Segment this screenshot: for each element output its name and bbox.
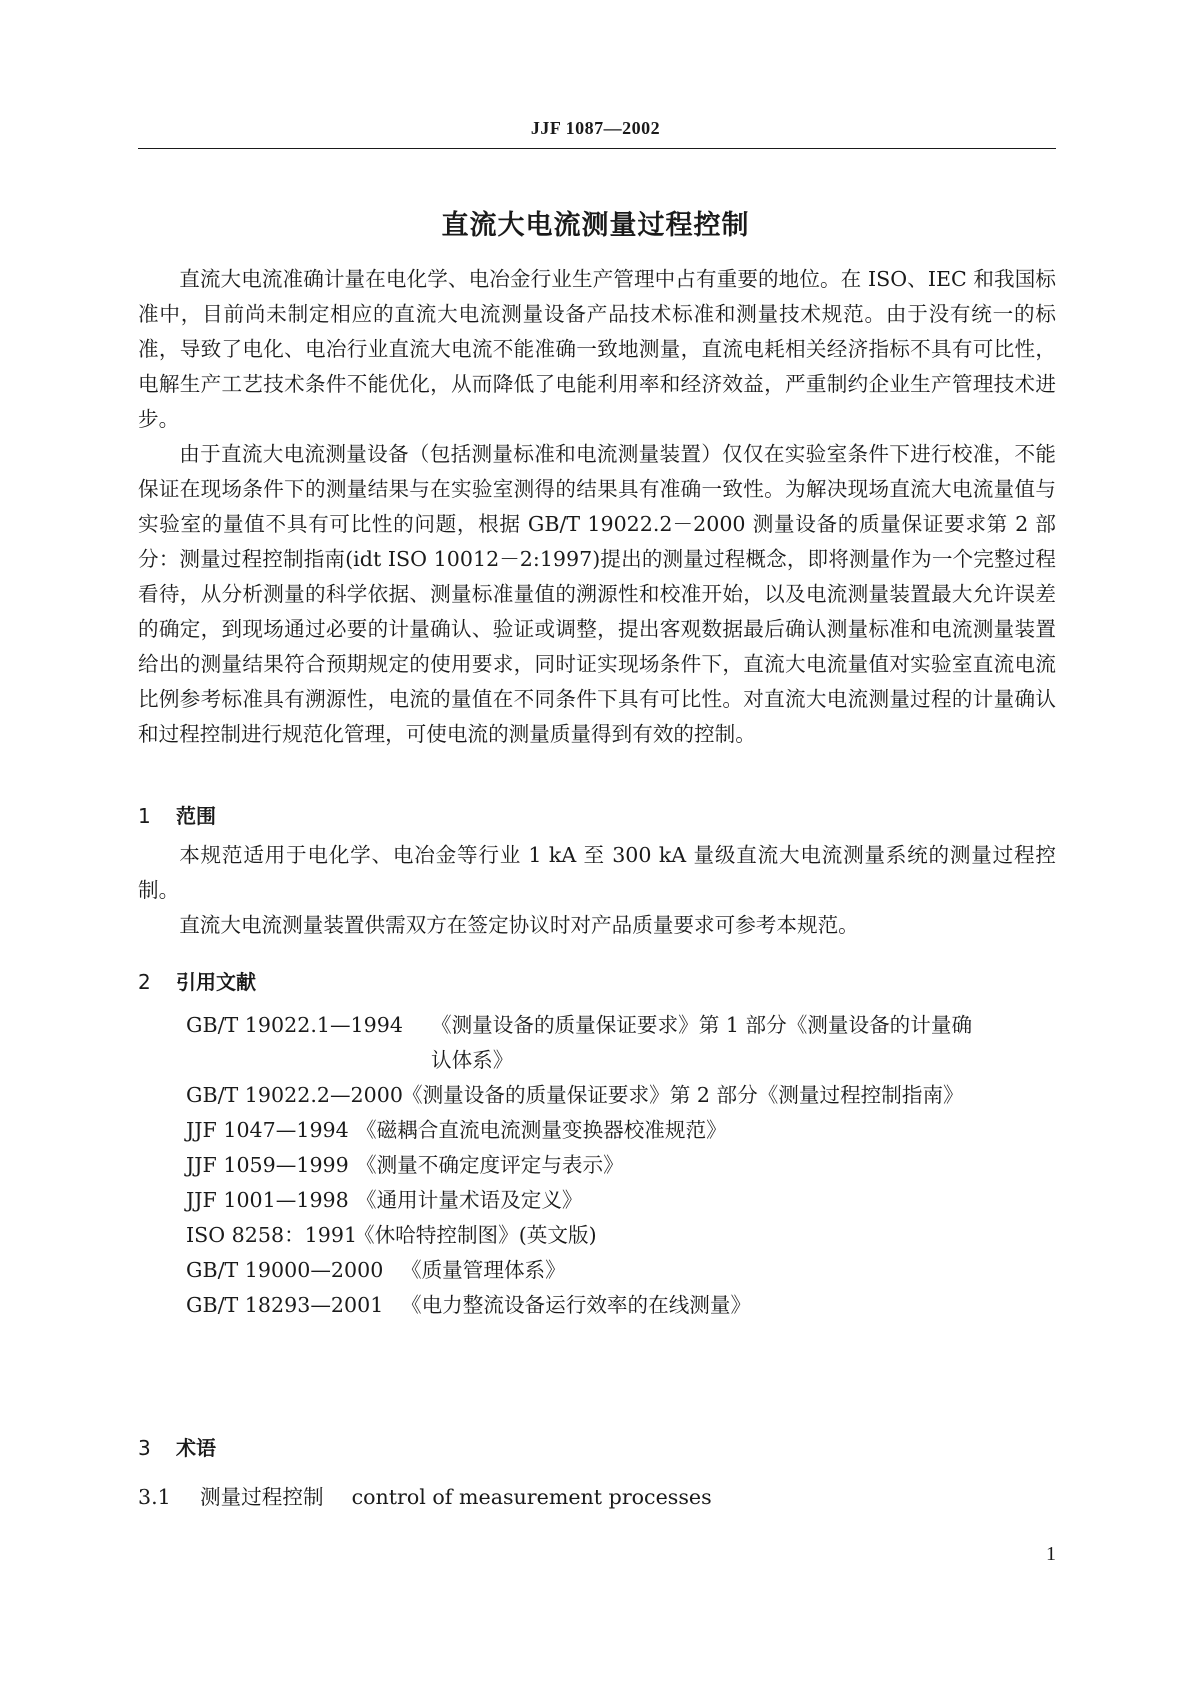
section-number: 2 (138, 970, 151, 994)
reference-item (186, 1183, 1056, 1218)
reference-item (186, 1288, 1056, 1323)
section-number: 3 (138, 1436, 151, 1460)
reference-title: 《质量管理体系》 (401, 1258, 566, 1282)
intro-paragraph: 直流大电流准确计量在电化学、电冶金行业生产管理中占有重要的地位。在 ISO、IEC 和我国标准中，目前尚未制定相应的直流大电流测量设备产品技术标准和测量技术规范。由于没有统一的标准，导致了电化、电冶行业直流大电流不能准确一致地测量，直流电耗相关经济指标不具有可比性，电解生产工艺技术条件不能优化，从而降低了电能利用率和经济效益，严重制约企业生产管理技术进步。 (138, 267, 1056, 431)
section-heading-terms (138, 1432, 216, 1461)
intro-section (138, 262, 1056, 752)
reference-item (186, 1253, 1056, 1288)
reference-title: 《测量不确定度评定与表示》 (356, 1153, 624, 1177)
section-title: 范围 (176, 804, 216, 828)
reference-item (186, 1078, 1056, 1113)
reference-title: 《测量设备的质量保证要求》第 2 部分《测量过程控制指南》 (402, 1083, 964, 1107)
section-heading-references (138, 966, 256, 995)
reference-code: GB/T 18293—2001 (186, 1293, 384, 1317)
reference-code: JJF 1047—1994 (186, 1118, 349, 1142)
document-code: JJF 1087—2002 (530, 118, 661, 138)
reference-list (186, 1008, 1056, 1323)
reference-title-continuation: 认体系》 (431, 1048, 514, 1072)
page-number: 1 (1046, 1543, 1056, 1565)
term-name-cn: 测量过程控制 (200, 1485, 324, 1509)
intro-paragraph: 由于直流大电流测量设备（包括测量标准和电流测量装置）仅仅在实验室条件下进行校准，不能保证在现场条件下的测量结果与在实验室测得的结果具有准确一致性。为解决现场直流大电流量值与实验室的量值不具有可比性的问题，根据 GB/T 19022.2－2000 测量设备的质量保证要求第 2 部分：测量过程控制指南(idt ISO 10012－2:1997)提出的测量过程概念，即将测量作为一个完整过程看待，从分析测量的科学依据、测量标准量值的溯源性和校准开始，以及电流测量装置最大允许误差的确定，到现场通过必要的计量确认、验证或调整，提出客观数据最后确认测量标准和电流测量装置给出的测量结果符合预期规定的使用要求，同时证实现场条件下，直流大电流量值对实验室直流电流比例参考标准具有溯源性，电流的量值在不同条件下具有可比性。对直流大电流测量过程的计量确认和过程控制进行规范化管理，可使电流的测量质量得到有效的控制。 (138, 442, 1056, 746)
reference-code: GB/T 19022.1—1994 (186, 1013, 403, 1037)
scope-section (138, 838, 1056, 943)
reference-title: 《测量设备的质量保证要求》第 1 部分《测量设备的计量确 (431, 1013, 973, 1037)
reference-item-continuation (186, 1043, 1056, 1078)
reference-item (186, 1218, 1056, 1253)
reference-title: 《电力整流设备运行效率的在线测量》 (401, 1293, 752, 1317)
reference-title: 《磁耦合直流电流测量变换器校准规范》 (356, 1118, 727, 1142)
scope-paragraph: 本规范适用于电化学、电冶金等行业 1 kA 至 300 kA 量级直流大电流测量系统的测量过程控制。 (138, 843, 1056, 902)
reference-code: JJF 1059—1999 (186, 1153, 349, 1177)
reference-code: GB/T 19022.2—2000 (186, 1083, 403, 1107)
reference-item (186, 1113, 1056, 1148)
reference-title: 《休哈特控制图》(英文版) (354, 1223, 597, 1247)
section-title: 引用文献 (176, 970, 256, 994)
section-number: 1 (138, 804, 151, 828)
section-heading-scope (138, 800, 216, 829)
reference-item (186, 1008, 1056, 1043)
term-number: 3.1 (138, 1485, 171, 1509)
document-title: 直流大电流测量过程控制 (441, 210, 750, 241)
reference-title: 《通用计量术语及定义》 (356, 1188, 583, 1212)
reference-code: ISO 8258：1991 (186, 1223, 358, 1247)
scope-paragraph: 直流大电流测量装置供需双方在签定协议时对产品质量要求可参考本规范。 (179, 913, 859, 937)
term-name-en: control of measurement processes (351, 1485, 712, 1509)
reference-code: GB/T 19000—2000 (186, 1258, 384, 1282)
reference-code: JJF 1001—1998 (186, 1188, 349, 1212)
section-title: 术语 (176, 1436, 216, 1460)
header-rule (138, 148, 1056, 149)
reference-item (186, 1148, 1056, 1183)
term-entry (138, 1480, 712, 1515)
